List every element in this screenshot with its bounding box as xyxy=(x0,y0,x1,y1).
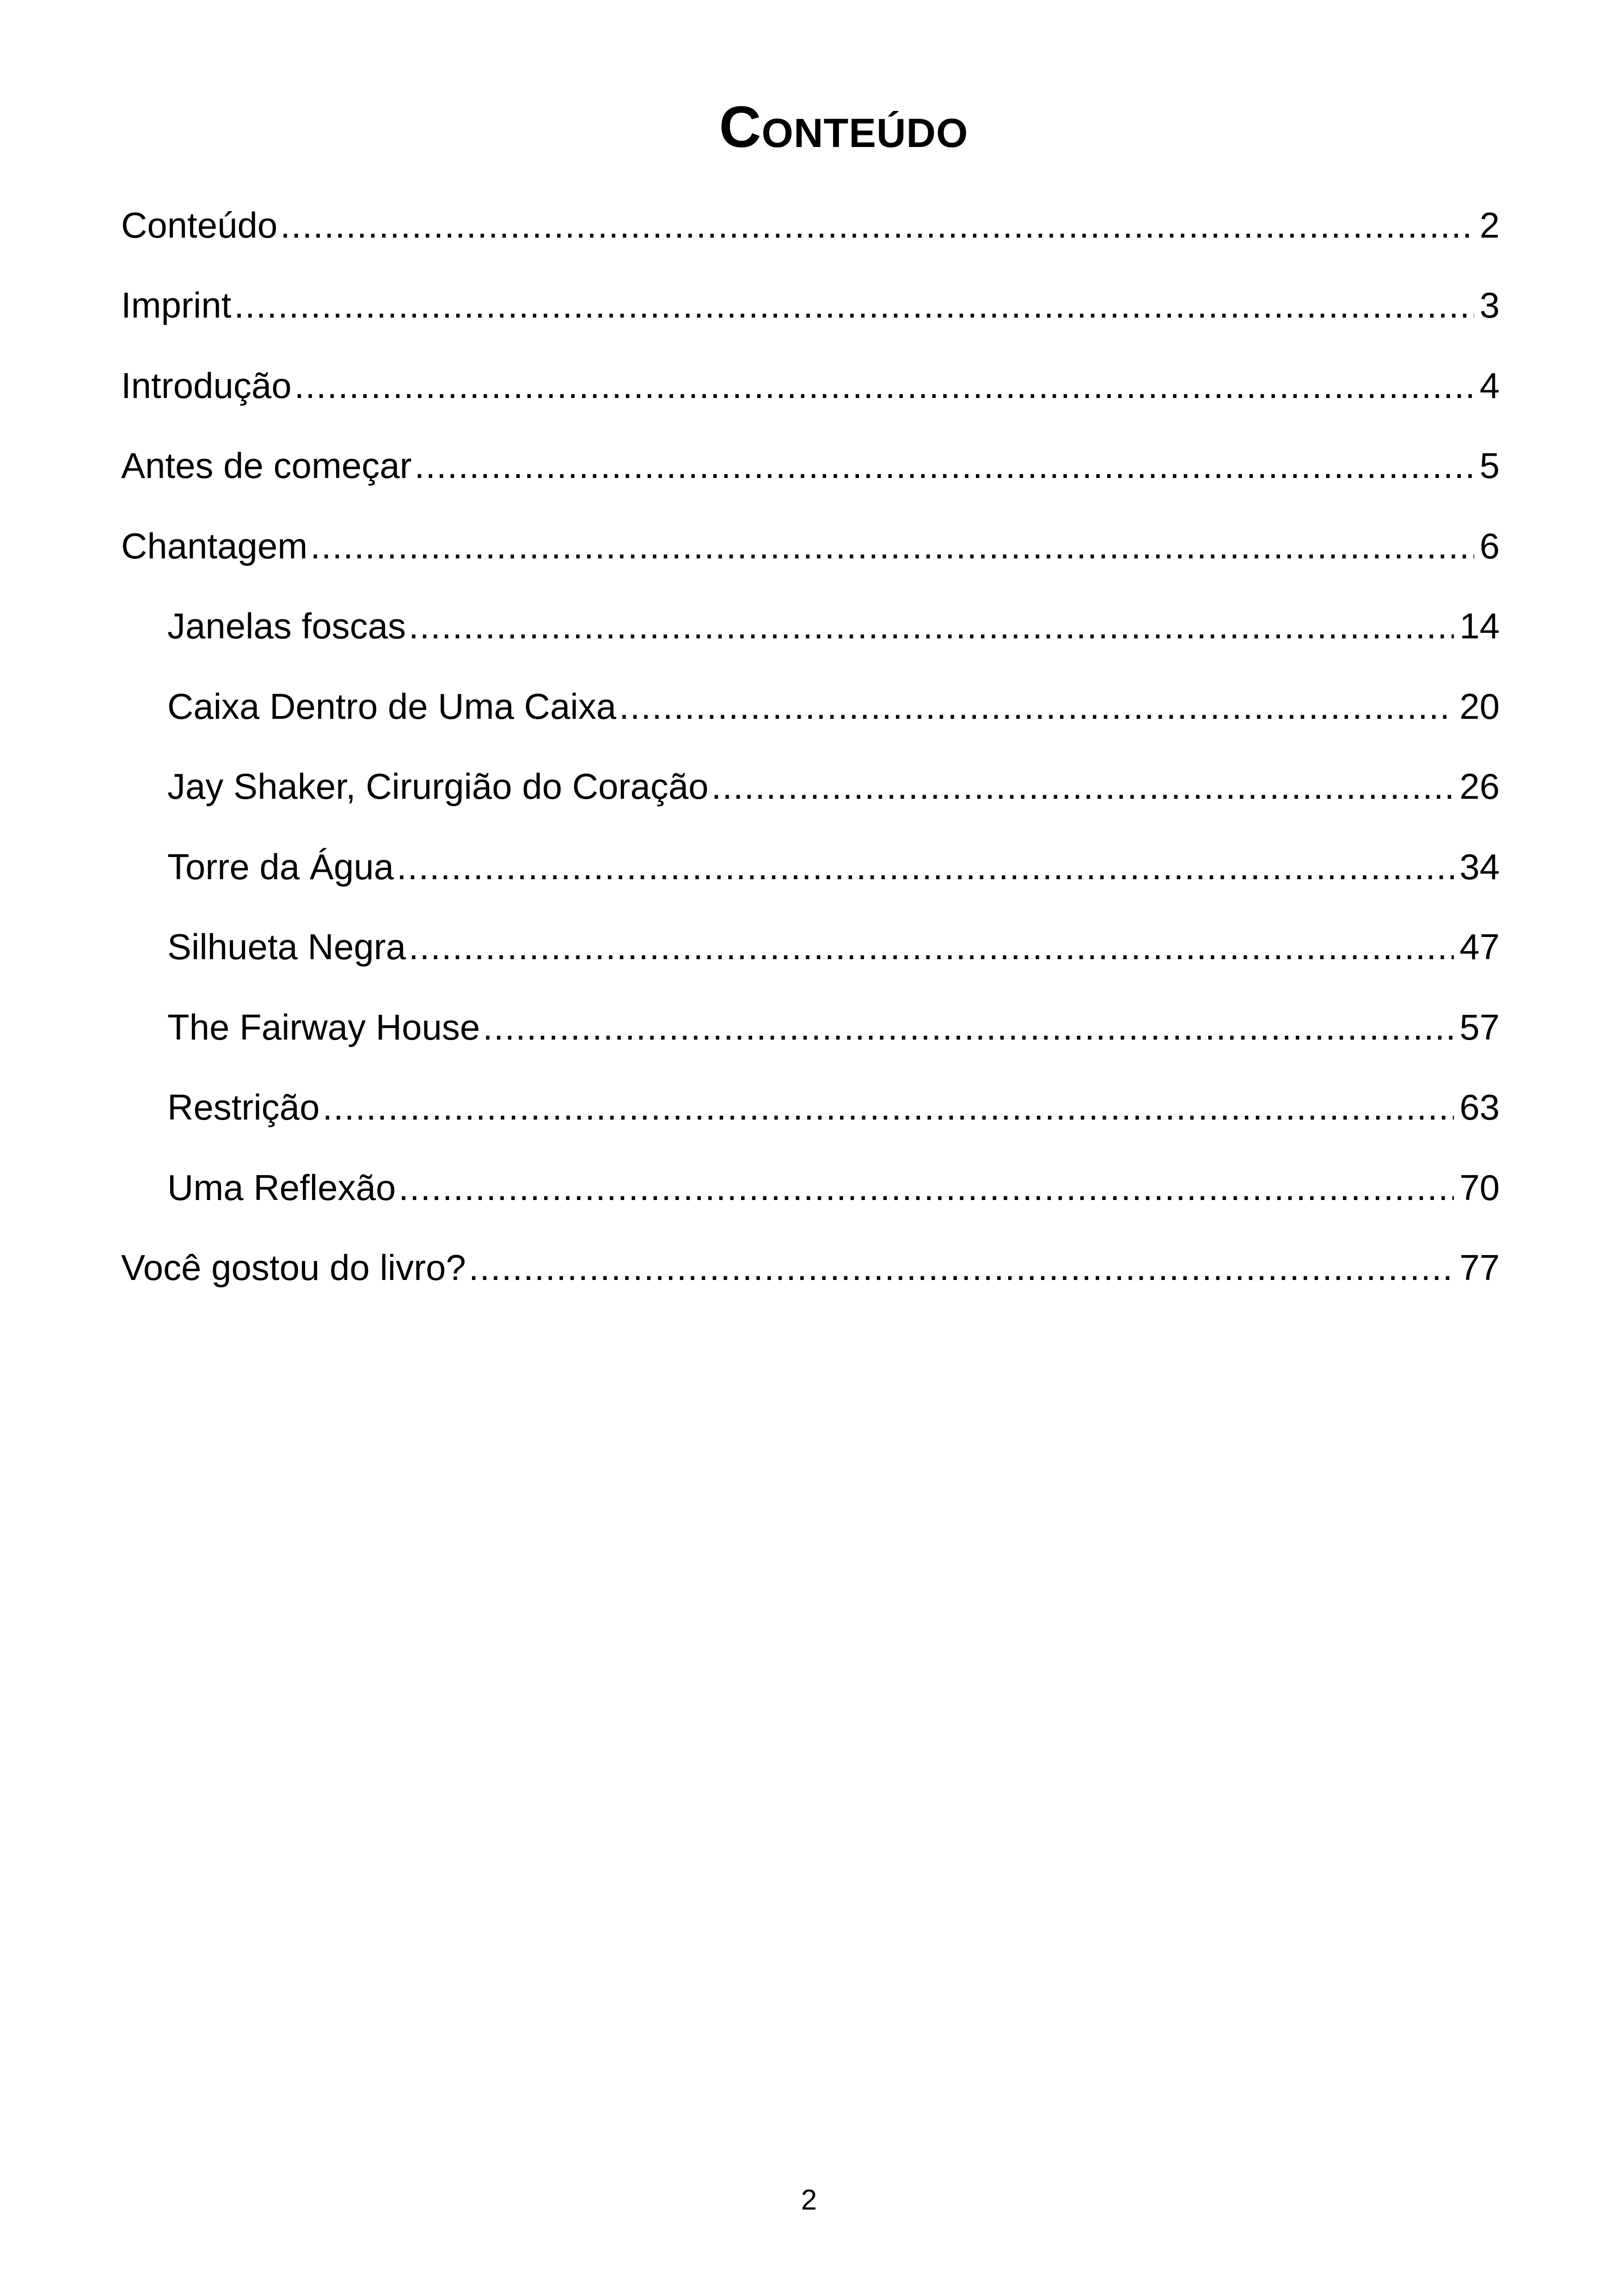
toc-leader-dots xyxy=(619,683,1454,729)
toc-item-page: 57 xyxy=(1459,1006,1500,1047)
toc-item-conteudo[interactable] xyxy=(121,185,1500,265)
table-of-contents xyxy=(121,185,1500,1308)
toc-item-page: 70 xyxy=(1459,1167,1500,1208)
toc-item-torre-da-agua[interactable] xyxy=(121,827,1500,907)
toc-leader-dots xyxy=(234,282,1474,328)
toc-leader-dots xyxy=(409,603,1454,649)
toc-leader-dots xyxy=(322,1084,1454,1130)
toc-item-label: Imprint xyxy=(121,285,232,326)
toc-item-label: Introdução xyxy=(121,365,292,406)
toc-leader-dots xyxy=(469,1244,1454,1291)
toc-item-page: 3 xyxy=(1479,285,1500,326)
toc-item-label: Jay Shaker, Cirurgião do Coração xyxy=(167,766,709,807)
toc-leader-dots xyxy=(415,442,1474,489)
toc-item-caixa-dentro-de-uma-caixa[interactable] xyxy=(121,666,1500,747)
toc-item-page: 34 xyxy=(1459,846,1500,887)
toc-leader-dots xyxy=(409,924,1454,970)
page-title: Conteúdo xyxy=(719,94,968,159)
toc-item-label: Silhueta Negra xyxy=(167,926,406,967)
toc-item-restricao[interactable] xyxy=(121,1067,1500,1148)
toc-item-label: Restrição xyxy=(167,1087,320,1128)
toc-leader-dots xyxy=(711,763,1454,809)
toc-item-label: Torre da Água xyxy=(167,846,394,887)
toc-item-the-fairway-house[interactable] xyxy=(121,987,1500,1067)
toc-item-label: Caixa Dentro de Uma Caixa xyxy=(167,686,617,727)
toc-item-page: 14 xyxy=(1459,606,1500,647)
toc-leader-dots xyxy=(398,1164,1454,1211)
toc-item-chantagem[interactable] xyxy=(121,506,1500,586)
toc-item-label: Chantagem xyxy=(121,525,308,566)
toc-leader-dots xyxy=(294,362,1474,409)
toc-leader-dots xyxy=(280,202,1474,248)
toc-item-label: Conteúdo xyxy=(121,204,278,245)
toc-item-label: Antes de começar xyxy=(121,445,412,486)
toc-item-janelas-foscas[interactable] xyxy=(121,586,1500,667)
toc-item-page: 77 xyxy=(1459,1247,1500,1288)
toc-item-label: The Fairway House xyxy=(167,1006,480,1047)
toc-item-uma-reflexao[interactable] xyxy=(121,1147,1500,1228)
toc-item-silhueta-negra[interactable] xyxy=(121,907,1500,987)
toc-item-page: 47 xyxy=(1459,926,1500,967)
toc-item-label: Janelas foscas xyxy=(167,606,406,647)
toc-item-imprint[interactable] xyxy=(121,265,1500,346)
toc-item-antes-de-comecar[interactable] xyxy=(121,426,1500,506)
toc-item-voce-gostou-do-livro[interactable] xyxy=(121,1228,1500,1308)
toc-item-label: Uma Reflexão xyxy=(167,1167,396,1208)
toc-item-page: 2 xyxy=(1479,204,1500,245)
toc-item-page: 20 xyxy=(1459,686,1500,727)
toc-leader-dots xyxy=(483,1004,1454,1050)
toc-item-page: 4 xyxy=(1479,365,1500,406)
toc-item-page: 5 xyxy=(1479,445,1500,486)
toc-leader-dots xyxy=(310,523,1474,569)
toc-item-jay-shaker[interactable] xyxy=(121,747,1500,827)
toc-item-page: 6 xyxy=(1479,525,1500,566)
toc-item-label: Você gostou do livro? xyxy=(121,1247,466,1288)
toc-leader-dots xyxy=(397,844,1454,890)
toc-item-introducao[interactable] xyxy=(121,345,1500,426)
toc-item-page: 26 xyxy=(1459,766,1500,807)
toc-item-page: 63 xyxy=(1459,1087,1500,1128)
page-number: 2 xyxy=(801,2184,817,2216)
